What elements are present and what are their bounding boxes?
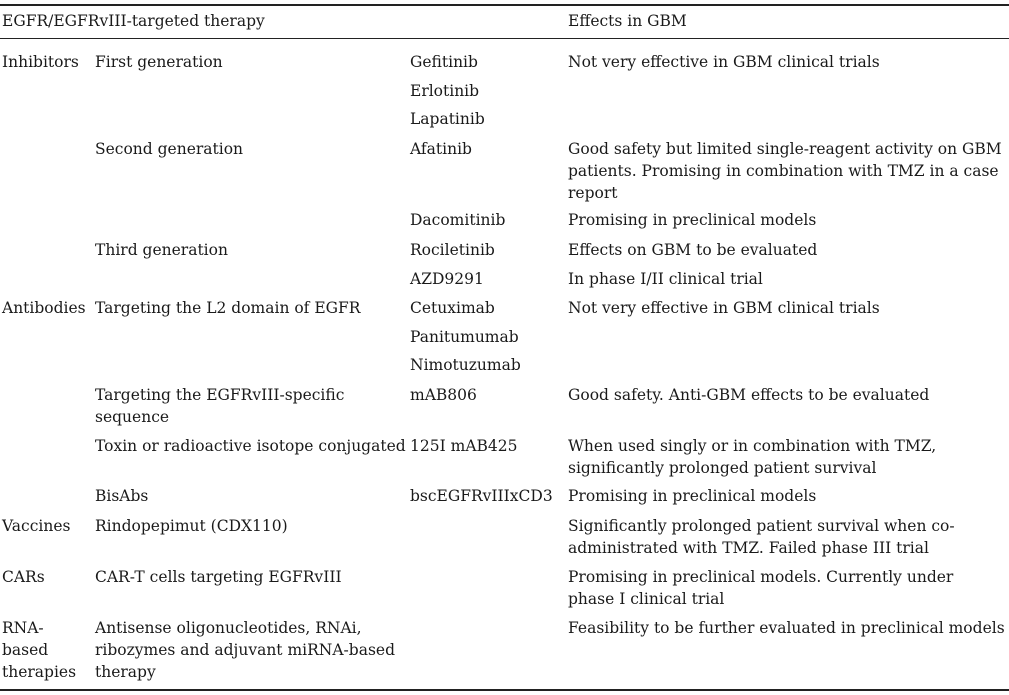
header-rule <box>0 38 1009 39</box>
agent-cell: Panitumumab <box>410 328 519 346</box>
subtype-cell: Targeting the EGFRvIII-specific sequence <box>95 386 345 426</box>
effect-cell: When used singly or in combination with TMZ, significantly prolonged patient survival <box>568 437 937 477</box>
agent-cell: AZD9291 <box>410 270 484 288</box>
subtype-cell: Targeting the L2 domain of EGFR <box>95 299 361 317</box>
subtype-cell: Toxin or radioactive isotope conjugated <box>95 437 406 455</box>
agent-cell: Cetuximab <box>410 299 495 317</box>
agent-cell: Gefitinib <box>410 53 478 71</box>
agent-cell: Erlotinib <box>410 82 480 100</box>
header-effects: Effects in GBM <box>568 12 687 30</box>
subtype-cell: Second generation <box>95 140 244 158</box>
effect-cell: Good safety but limited single-reagent activity on GBM patients. Promising in combination with TMZ in a case report <box>568 140 1002 202</box>
agent-cell: Nimotuzumab <box>410 356 521 374</box>
subtype-cell: CAR-T cells targeting EGFRvIII <box>95 568 342 586</box>
effect-cell: In phase I/II clinical trial <box>568 270 763 288</box>
category-cell: RNA-based therapies <box>2 619 77 681</box>
header-therapy: EGFR/EGFRvIII-targeted therapy <box>2 12 265 30</box>
effect-cell: Promising in preclinical models <box>568 211 817 229</box>
agent-cell: 125I mAB425 <box>410 437 518 455</box>
agent-cell: Dacomitinib <box>410 211 506 229</box>
agent-cell: Lapatinib <box>410 110 485 128</box>
category-cell: CARs <box>2 568 45 586</box>
effect-cell: Significantly prolonged patient survival when co-administrated with TMZ. Failed phase III trial <box>568 517 955 557</box>
effect-cell: Not very effective in GBM clinical trials <box>568 299 880 317</box>
agent-cell: Rociletinib <box>410 241 495 259</box>
effect-cell: Feasibility to be further evaluated in preclinical models <box>568 619 1005 637</box>
agent-cell: mAB806 <box>410 386 477 404</box>
subtype-cell: BisAbs <box>95 487 149 505</box>
agent-cell: Afatinib <box>410 140 472 158</box>
top-rule <box>0 4 1009 6</box>
agent-cell: bscEGFRvIIIxCD3 <box>410 487 553 505</box>
subtype-cell: Rindopepimut (CDX110) <box>95 517 288 535</box>
effect-cell: Promising in preclinical models. Currently under phase I clinical trial <box>568 568 954 608</box>
effect-cell: Not very effective in GBM clinical trials <box>568 53 880 71</box>
subtype-cell: Antisense oligonucleotides, RNAi, ribozymes and adjuvant miRNA-based therapy <box>95 619 395 681</box>
subtype-cell: First generation <box>95 53 223 71</box>
effect-cell: Good safety. Anti-GBM effects to be evaluated <box>568 386 930 404</box>
effect-cell: Effects on GBM to be evaluated <box>568 241 818 259</box>
category-cell: Vaccines <box>2 517 71 535</box>
subtype-cell: Third generation <box>95 241 228 259</box>
effect-cell: Promising in preclinical models <box>568 487 817 505</box>
category-cell: Inhibitors <box>2 53 79 71</box>
bottom-rule <box>0 689 1009 691</box>
category-cell: Antibodies <box>2 299 86 317</box>
